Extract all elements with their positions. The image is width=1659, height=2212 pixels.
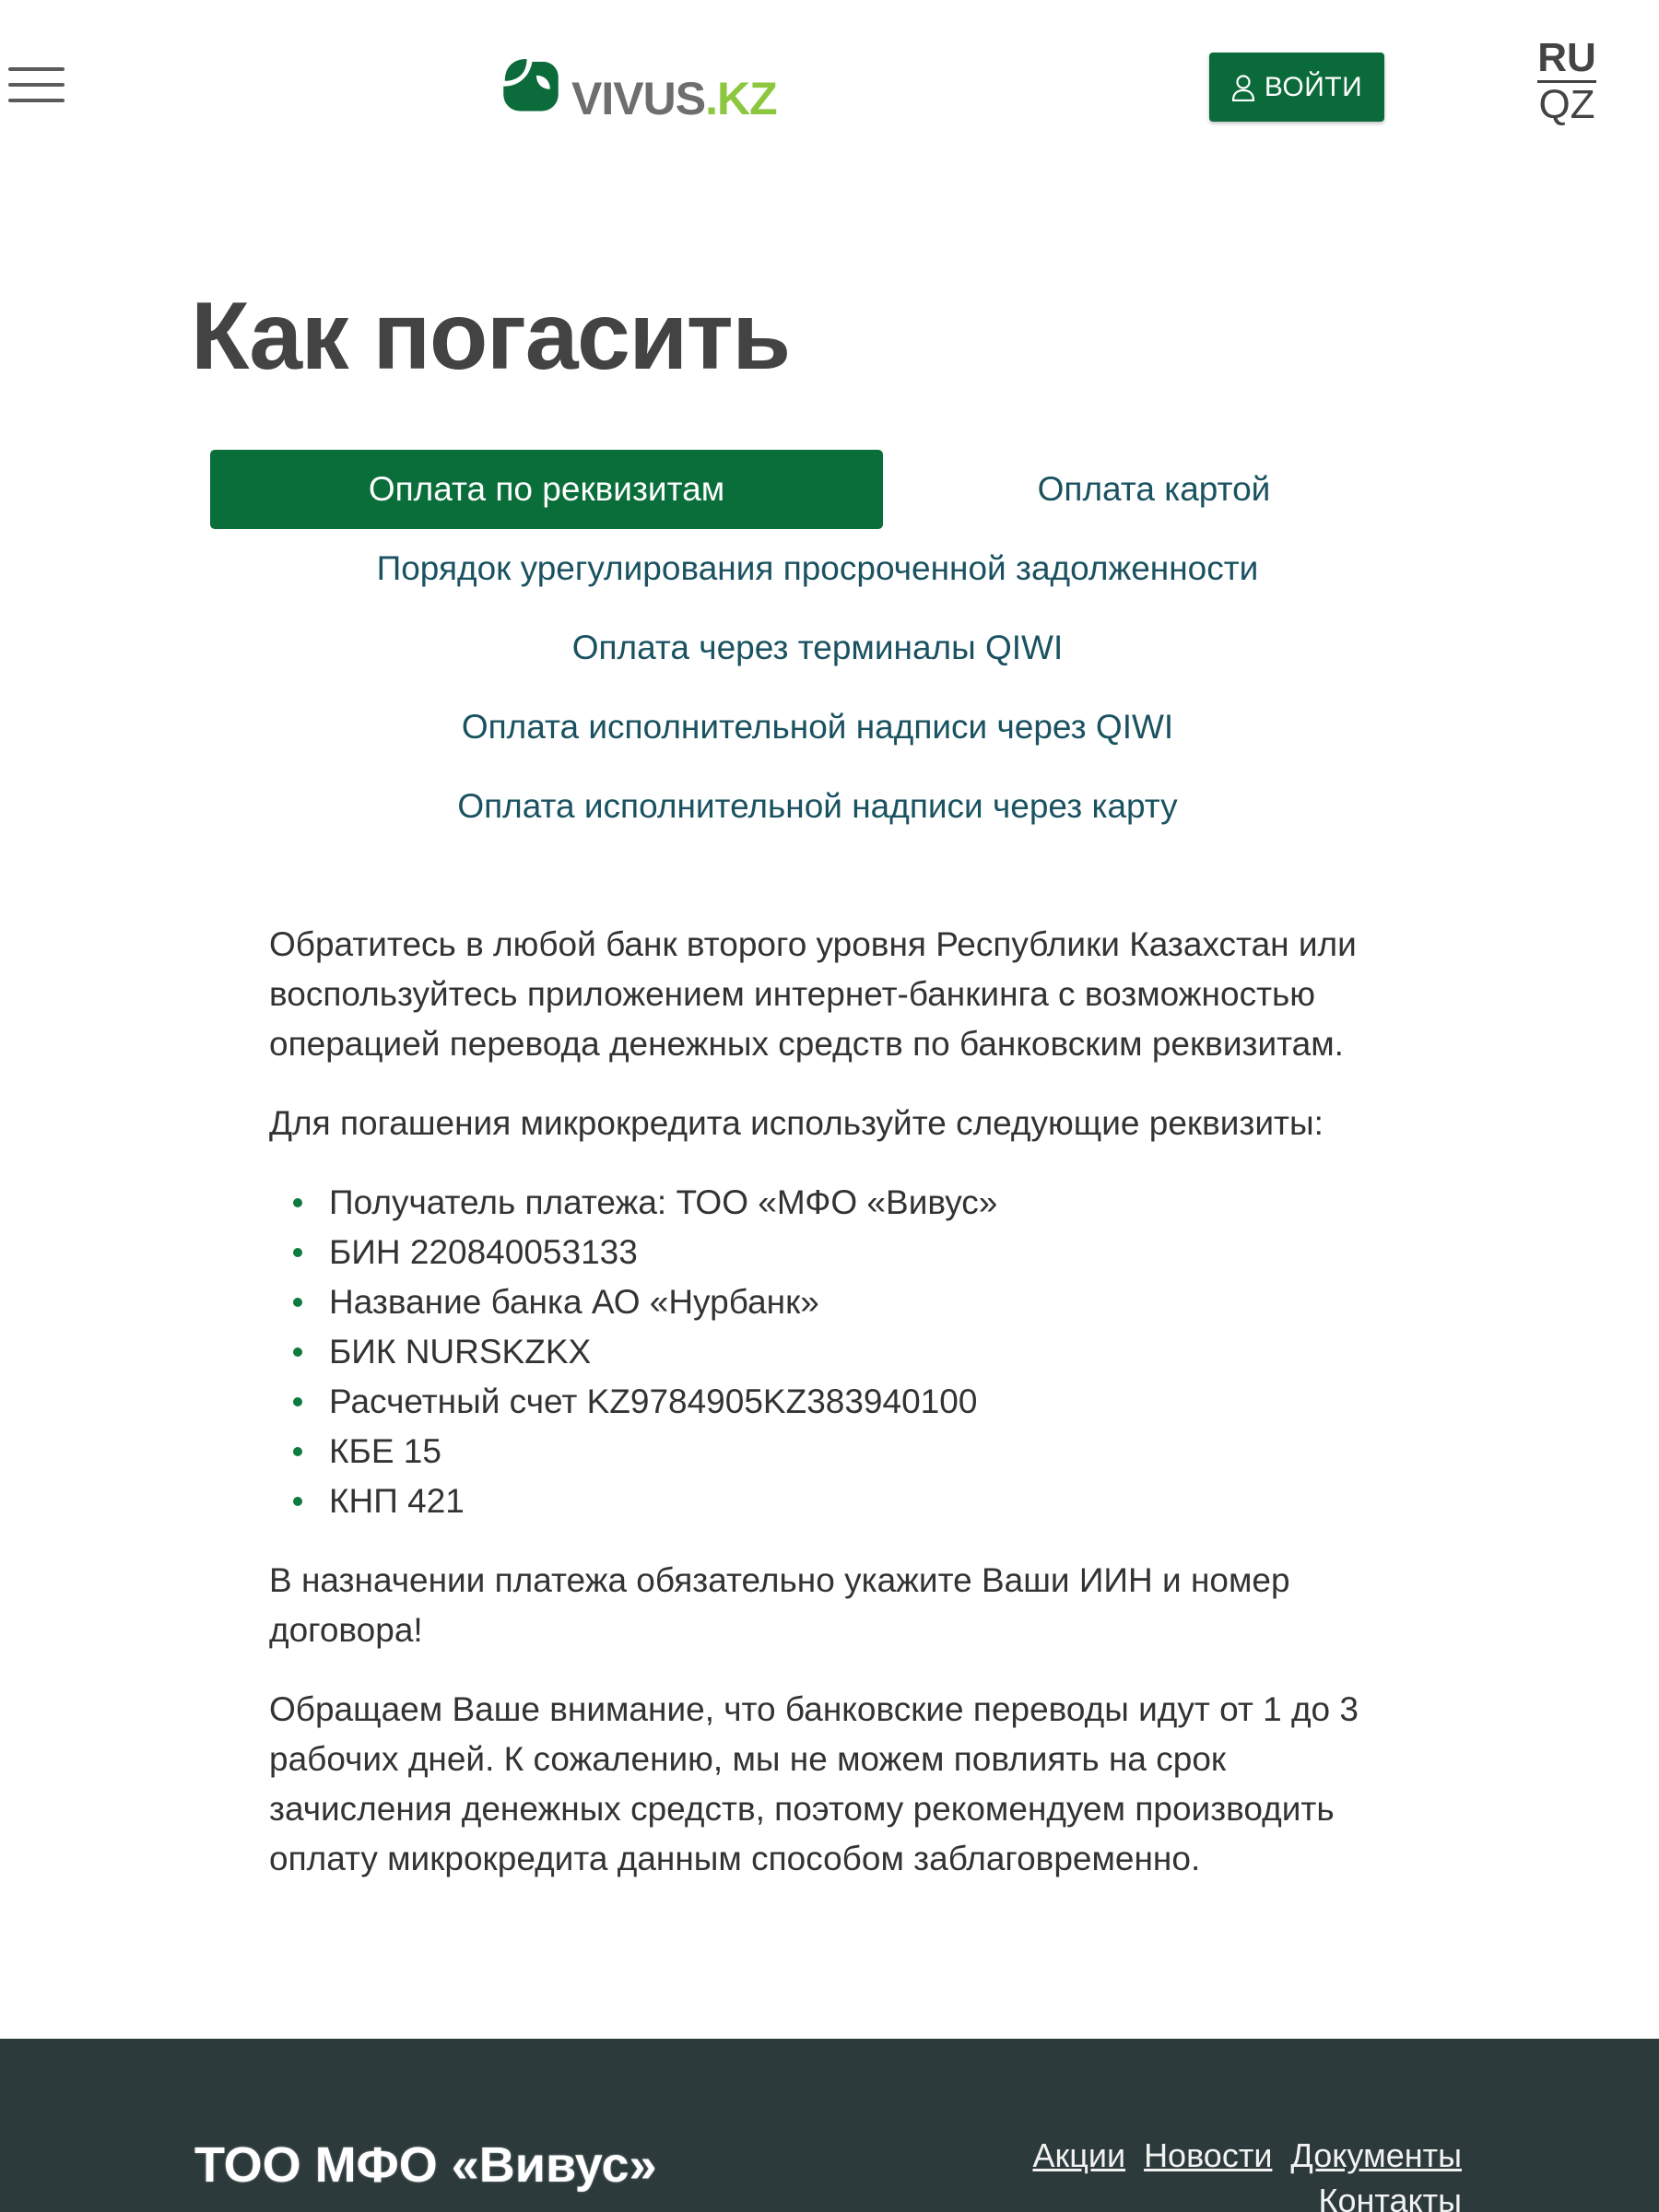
intro-paragraph: Обратитесь в любой банк второго уровня Республики Казахстан или воспользуйтесь приложением интернет-банкинга с возможностью операцией перевода денежных средств по банковским реквизитам. [269,925,1357,1063]
user-icon [1231,74,1255,101]
bullet-icon [293,1347,302,1357]
menu-bar [8,83,65,87]
footer-company-name: ТОО МФО «Вивус» [194,2137,657,2193]
logo-brand: VIVUS [571,73,706,124]
list-item [329,1228,1403,1277]
list-item [329,1277,1403,1327]
tab-payment-by-card[interactable]: Оплата картой [1037,470,1271,508]
site-logo[interactable] [503,59,777,124]
footer [0,2039,1659,2212]
bullet-icon [293,1447,302,1456]
requisite-text: КНП 421 [329,1482,465,1520]
requisites-heading: Для погашения микрокредита используйте следующие реквизиты: [269,1104,1324,1142]
list-item [329,1427,1403,1477]
logo-wordmark [571,73,777,124]
requisites-list [269,1178,1403,1526]
tab-overdue-debt-settlement[interactable]: Порядок урегулирования просроченной задолженности [376,549,1259,587]
payment-method-tabs [210,450,1425,846]
bullet-icon [293,1198,302,1207]
menu-bar [8,67,65,71]
bullet-icon [293,1248,302,1257]
language-qz[interactable]: QZ [1538,82,1595,127]
transfer-time-warning: Обращаем Ваше внимание, что банковские переводы идут от 1 до 3 рабочих дней. К сожалению, мы не можем повлиять на срок зачисления денежных средств, поэтому рекомендуем производить оплату микрокредита данным способом заблаговременно. [269,1690,1359,1877]
tab-qiwi-terminals[interactable]: Оплата через терминалы QIWI [571,629,1064,666]
requisite-text: КБЕ 15 [329,1432,441,1470]
vivus-leaf-logo-icon [503,59,559,112]
tab-executive-inscription-qiwi[interactable]: Оплата исполнительной надписи через QIWI [461,708,1174,746]
list-item [329,1477,1403,1526]
list-item [329,1377,1403,1427]
login-button[interactable] [1209,53,1384,122]
login-label: ВОЙТИ [1264,71,1363,102]
list-item [329,1178,1403,1228]
payment-purpose-note: В назначении платежа обязательно укажите Ваши ИИН и номер договора! [269,1561,1290,1649]
footer-link-documents[interactable]: Документы [1290,2136,1462,2174]
requisite-text: Получатель платежа: ТОО «МФО «Вивус» [329,1183,998,1221]
tab-content [269,920,1403,1913]
language-switcher [1537,35,1596,127]
bullet-icon [293,1497,302,1506]
footer-link-contacts[interactable]: Контакты [1318,2182,1462,2212]
requisite-text: Расчетный счет KZ9784905KZ383940100 [329,1382,978,1420]
list-item [329,1327,1403,1377]
footer-link-promotions[interactable]: Акции [1032,2136,1126,2174]
logo-domain: .KZ [705,73,777,124]
footer-links [1001,2136,1462,2212]
footer-link-news[interactable]: Новости [1144,2136,1273,2174]
bullet-icon [293,1397,302,1406]
page-title: Как погасить [191,283,790,390]
requisite-text: Название банка АО «Нурбанк» [329,1283,819,1321]
tab-executive-inscription-card[interactable]: Оплата исполнительной надписи через карту [457,787,1178,825]
bullet-icon [293,1298,302,1307]
tab-payment-by-requisites[interactable]: Оплата по реквизитам [210,450,883,529]
requisite-text: БИН 220840053133 [329,1233,638,1271]
language-ru[interactable]: RU [1537,38,1596,83]
requisite-text: БИК NURSKZKX [329,1333,592,1371]
hamburger-menu-icon[interactable] [8,67,65,104]
menu-bar [8,99,65,102]
